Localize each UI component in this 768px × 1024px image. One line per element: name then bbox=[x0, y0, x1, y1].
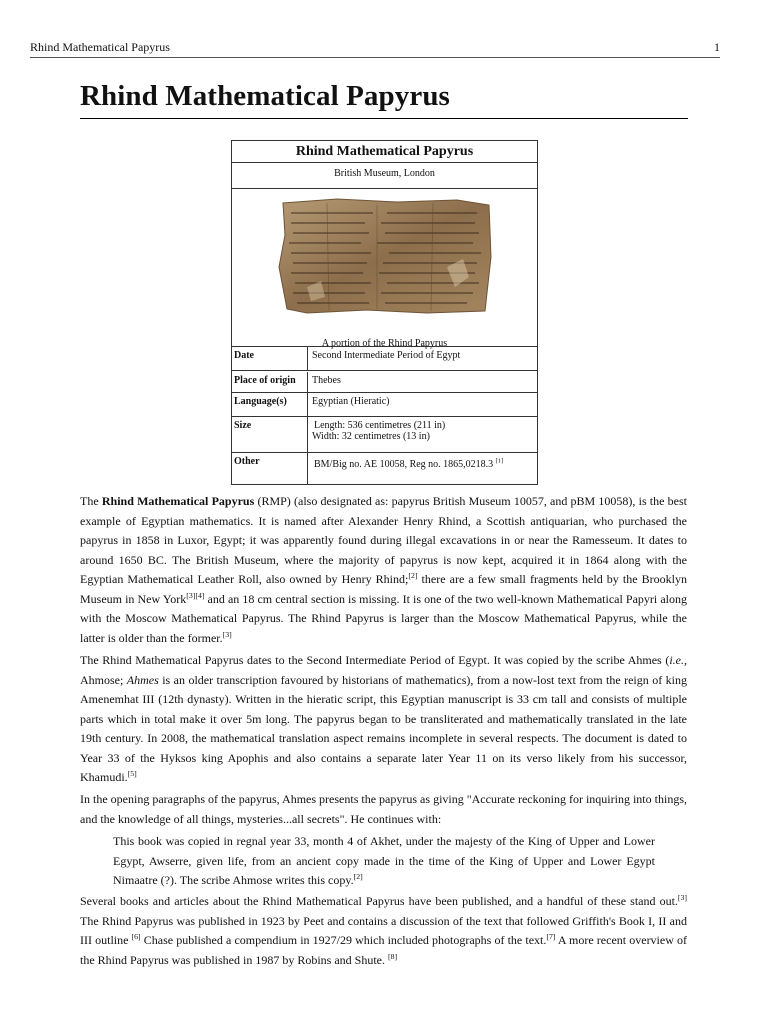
infobox-value: Egyptian (Hieratic) bbox=[312, 396, 390, 407]
text-span: and an 18 cm central section is missing. It is one of the two well-known Mathematical Papyri along with the Moscow Mathematical Papyrus. The Rhind Papyrus is larger than the Moscow Mathematical Papyrus, while the latter is older than the former. bbox=[80, 591, 687, 645]
text-span: Ahmose; bbox=[80, 672, 127, 687]
citation-link[interactable]: [8] bbox=[388, 951, 398, 961]
size-width: Width: 32 centimetres (13 in) bbox=[312, 431, 430, 442]
citation-link[interactable]: [2] bbox=[353, 872, 363, 881]
bold-term: Rhind Mathematical Papyrus bbox=[101, 494, 255, 508]
citation-link[interactable]: [1] bbox=[495, 457, 504, 465]
text-span: The Rhind Mathematical Papyrus dates to the Second Intermediate Period of Egypt. It was copied by the scribe Ahmes ( bbox=[80, 653, 670, 667]
infobox-row-other bbox=[232, 452, 537, 484]
other-value: BM/Big no. AE 10058, Reg no. 1865,0218.3 bbox=[314, 459, 494, 470]
citation-link[interactable]: [5] bbox=[127, 769, 137, 778]
text-span: Chase published a compendium in 1927/29 which included photographs of the text. bbox=[140, 933, 547, 947]
infobox-image-cell bbox=[232, 189, 537, 349]
papyrus-photo-icon bbox=[277, 197, 493, 315]
italic-term: i.e., bbox=[669, 653, 687, 667]
citation-link[interactable]: [3] bbox=[677, 893, 687, 902]
infobox-caption: A portion of the Rhind Papyrus bbox=[321, 338, 448, 349]
paragraph-publications bbox=[80, 892, 687, 970]
infobox-row-size bbox=[232, 416, 537, 452]
infobox-value: Second Intermediate Period of Egypt bbox=[312, 350, 461, 361]
infobox-label: Date bbox=[232, 347, 308, 370]
page-title: Rhind Mathematical Papyrus bbox=[80, 80, 450, 112]
page-number: 1 bbox=[714, 40, 720, 54]
infobox-label: Place of origin bbox=[232, 372, 308, 392]
infobox-label: Size bbox=[232, 417, 308, 452]
text-span: Several books and articles about the Rhind Mathematical Papyrus have been published, and a handful of these stand out. bbox=[80, 894, 678, 908]
running-header bbox=[30, 38, 720, 58]
running-header-title: Rhind Mathematical Papyrus bbox=[30, 40, 170, 54]
infobox-value bbox=[308, 453, 537, 484]
citation-link[interactable]: [6] bbox=[131, 932, 141, 941]
paragraph-dating bbox=[80, 651, 687, 788]
citation-link[interactable]: [3] bbox=[222, 629, 232, 639]
text-span: is an older transcription favoured by historians of mathematics), from a now-lost text from the reign of king Amenemhat III (12th dynasty). Written in the hieratic script, this Egyptian manuscript is 33 cm tall and consists of multiple parts which in total make it over 5m long. The papyrus began to be transliterated and mathematically translated in the late 19th century. In 2008, the mathematical translation aspect remains incomplete in several respects. The document is dated to Year 33 of the Hyksos king Apophis and also contains a separate later Year 11 on its verso likely from his successor, Khamudi. bbox=[80, 672, 687, 784]
text-span: A more recent overview of the Rhind Papyrus was published in 1987 by Robins and Shute. bbox=[80, 933, 688, 967]
paragraph-intro bbox=[80, 492, 687, 648]
text-span: The bbox=[80, 494, 102, 508]
infobox-label: Language(s) bbox=[232, 393, 308, 416]
infobox-value bbox=[308, 417, 537, 452]
citation-link[interactable]: [3][4] bbox=[186, 590, 205, 600]
text-span: there are a few small fragments held by the Brooklyn Museum in New York bbox=[80, 572, 687, 606]
infobox-value: Thebes bbox=[312, 375, 341, 386]
infobox-title: Rhind Mathematical Papyrus bbox=[232, 141, 537, 163]
quote-text: This book was copied in regnal year 33, month 4 of Akhet, under the majesty of the King of Upper and Lower Egypt, Awserre, given life, from an ancient copy made in the time of the King of Upper and Lower Egypt Nimaatre (?). The scribe Ahmose writes this copy. bbox=[113, 834, 655, 887]
infobox-subtitle: British Museum, London bbox=[232, 163, 537, 189]
title-divider bbox=[80, 118, 688, 119]
infobox-row-place-of-origin bbox=[232, 370, 537, 392]
text-span: The Rhind Papyrus was published in 1923 by Peet and contains a discussion of the text that followed Griffith's Book I, II and III outline bbox=[80, 913, 687, 947]
infobox-label: Other bbox=[232, 453, 308, 484]
paragraph-opening: In the opening paragraphs of the papyrus, Ahmes presents the papyrus as giving "Accurate reckoning for inquiring into things, and the knowledge of all things, mysteries...all secrets". He continues with: bbox=[80, 792, 687, 826]
size-length: Length: 536 centimetres (211 in) bbox=[314, 420, 446, 431]
italic-term: Ahmes bbox=[126, 672, 159, 687]
infobox-row-date bbox=[232, 346, 537, 370]
citation-link[interactable]: [7] bbox=[546, 932, 556, 941]
citation-link[interactable]: [2] bbox=[408, 571, 418, 580]
block-quote bbox=[113, 832, 655, 891]
text-span: (RMP) (also designated as: papyrus British Museum 10057, and pBM 10058), is the best example of Egyptian mathematics. It is named after Alexander Henry Rhind, a Scottish antiquarian, who purchased the papyrus in 1858 in Luxor, Egypt; it was apparently found during illegal excavations in or near the Ramesseum. It dates to around 1650 BC. The British Museum, where the majority of papyrus is now kept, acquired it in 1864 along with the Egyptian Mathematical Leather Roll, also owned by Henry Rhind; bbox=[80, 494, 687, 586]
infobox bbox=[231, 140, 538, 485]
infobox-row-languages bbox=[232, 392, 537, 416]
